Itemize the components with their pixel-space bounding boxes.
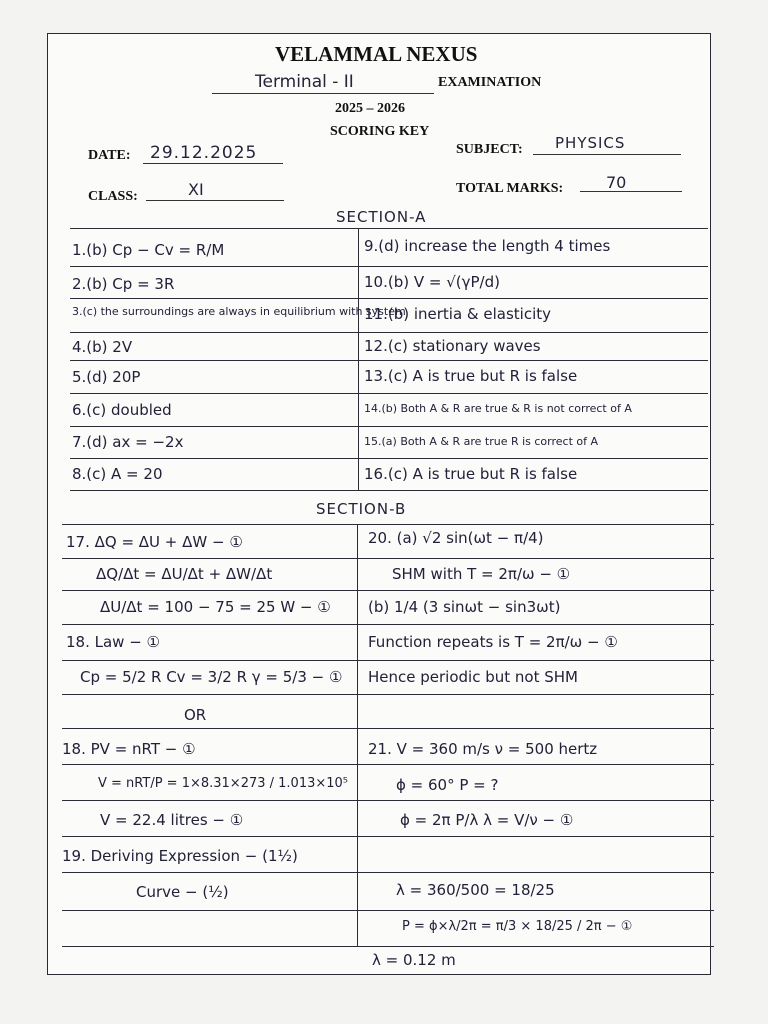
answer-21e: P = ϕ×λ/2π = π/3 × 18/25 / 2π − ① [402,919,633,934]
rule [70,266,708,267]
rule [62,872,714,873]
answer-21c: ϕ = 2π P/λ λ = V/ν − ① [400,811,574,829]
rule [62,764,714,765]
rule [70,490,708,491]
date-value: 29.12.2025 [150,143,258,163]
academic-year: 2025 – 2026 [335,101,405,116]
rule [70,458,708,459]
terminal-label: Terminal - II [255,72,354,92]
section-b-title: SECTION-B [316,500,407,518]
answer-18-alt-c: V = 22.4 litres − ① [100,811,244,829]
answer-8: 8.(c) A = 20 [72,465,163,483]
total-marks-value: 70 [606,173,627,192]
school-name: VELAMMAL NEXUS [275,42,478,66]
answer-9: 9.(d) increase the length 4 times [364,237,611,255]
date-label: DATE: [88,148,131,163]
answer-20b: SHM with T = 2π/ω − ① [392,565,571,583]
rule [70,393,708,394]
answer-18a: 18. Law − ① [66,633,160,651]
answer-20d: Function repeats is T = 2π/ω − ① [368,633,618,651]
class-underline [146,200,284,201]
answer-7: 7.(d) ax = −2x [72,433,184,451]
rule [62,800,714,801]
rule [70,298,708,299]
answer-16: 16.(c) A is true but R is false [364,465,578,483]
answer-14: 14.(b) Both A & R are true & R is not correct of A [364,402,632,415]
total-marks-label: TOTAL MARKS: [456,181,564,196]
answer-20a: 20. (a) √2 sin(ωt − π/4) [368,529,544,547]
answer-10: 10.(b) V = √(γP/d) [364,273,500,291]
answer-12: 12.(c) stationary waves [364,337,541,355]
subject-value: PHYSICS [555,134,626,152]
rule [62,694,714,695]
section-a-title: SECTION-A [336,208,427,226]
rule [70,228,708,229]
rule [62,624,714,625]
answer-11: 11.(b) inertia & elasticity [364,305,552,323]
answer-17a: 17. ΔQ = ΔU + ΔW − ① [66,533,243,551]
answer-21b: ϕ = 60° P = ? [396,776,499,794]
rule [62,558,714,559]
answer-21-footer: λ = 0.12 m [372,951,456,969]
column-divider [358,228,359,490]
rule [62,590,714,591]
subject-underline [533,154,681,155]
column-divider [357,524,358,946]
answer-1: 1.(b) Cp − Cv = R/M [72,241,225,259]
answer-19a: 19. Deriving Expression − (1½) [62,847,298,865]
scoring-key-title: SCORING KEY [330,124,430,139]
rule [62,660,714,661]
rule [62,946,714,947]
rule [62,728,714,729]
answer-15: 15.(a) Both A & R are true R is correct of A [364,435,599,448]
date-underline [143,163,283,164]
class-label: CLASS: [88,189,138,204]
answer-13: 13.(c) A is true but R is false [364,367,578,385]
answer-21d: λ = 360/500 = 18/25 [396,881,555,899]
rule [70,426,708,427]
rule [70,360,708,361]
answer-3: 3.(c) the surroundings are always in equilibrium with system [72,305,406,318]
answer-20c: (b) 1/4 (3 sinωt − sin3ωt) [368,598,561,616]
or-label: OR [184,706,207,724]
answer-19b: Curve − (½) [136,883,229,901]
answer-6: 6.(c) doubled [72,401,172,419]
examination-label: EXAMINATION [438,75,542,90]
answer-18-alt-b: V = nRT/P = 1×8.31×273 / 1.013×10⁵ [98,776,349,791]
answer-4: 4.(b) 2V [72,338,133,356]
terminal-underline [212,93,434,94]
answer-5: 5.(d) 20P [72,368,141,386]
rule [62,910,714,911]
class-value: XI [188,180,204,199]
subject-label: SUBJECT: [456,142,523,157]
rule [70,332,708,333]
answer-20e: Hence periodic but not SHM [368,668,578,686]
answer-17b: ΔQ/Δt = ΔU/Δt + ΔW/Δt [96,565,273,583]
answer-17c: ΔU/Δt = 100 − 75 = 25 W − ① [100,598,331,616]
rule [62,836,714,837]
answer-18-alt-a: 18. PV = nRT − ① [62,740,196,758]
marks-underline [580,191,682,192]
rule [62,524,714,525]
answer-2: 2.(b) Cp = 3R [72,275,175,293]
answer-21a: 21. V = 360 m/s ν = 500 hertz [368,740,598,758]
answer-18b: Cp = 5/2 R Cv = 3/2 R γ = 5/3 − ① [80,668,343,686]
